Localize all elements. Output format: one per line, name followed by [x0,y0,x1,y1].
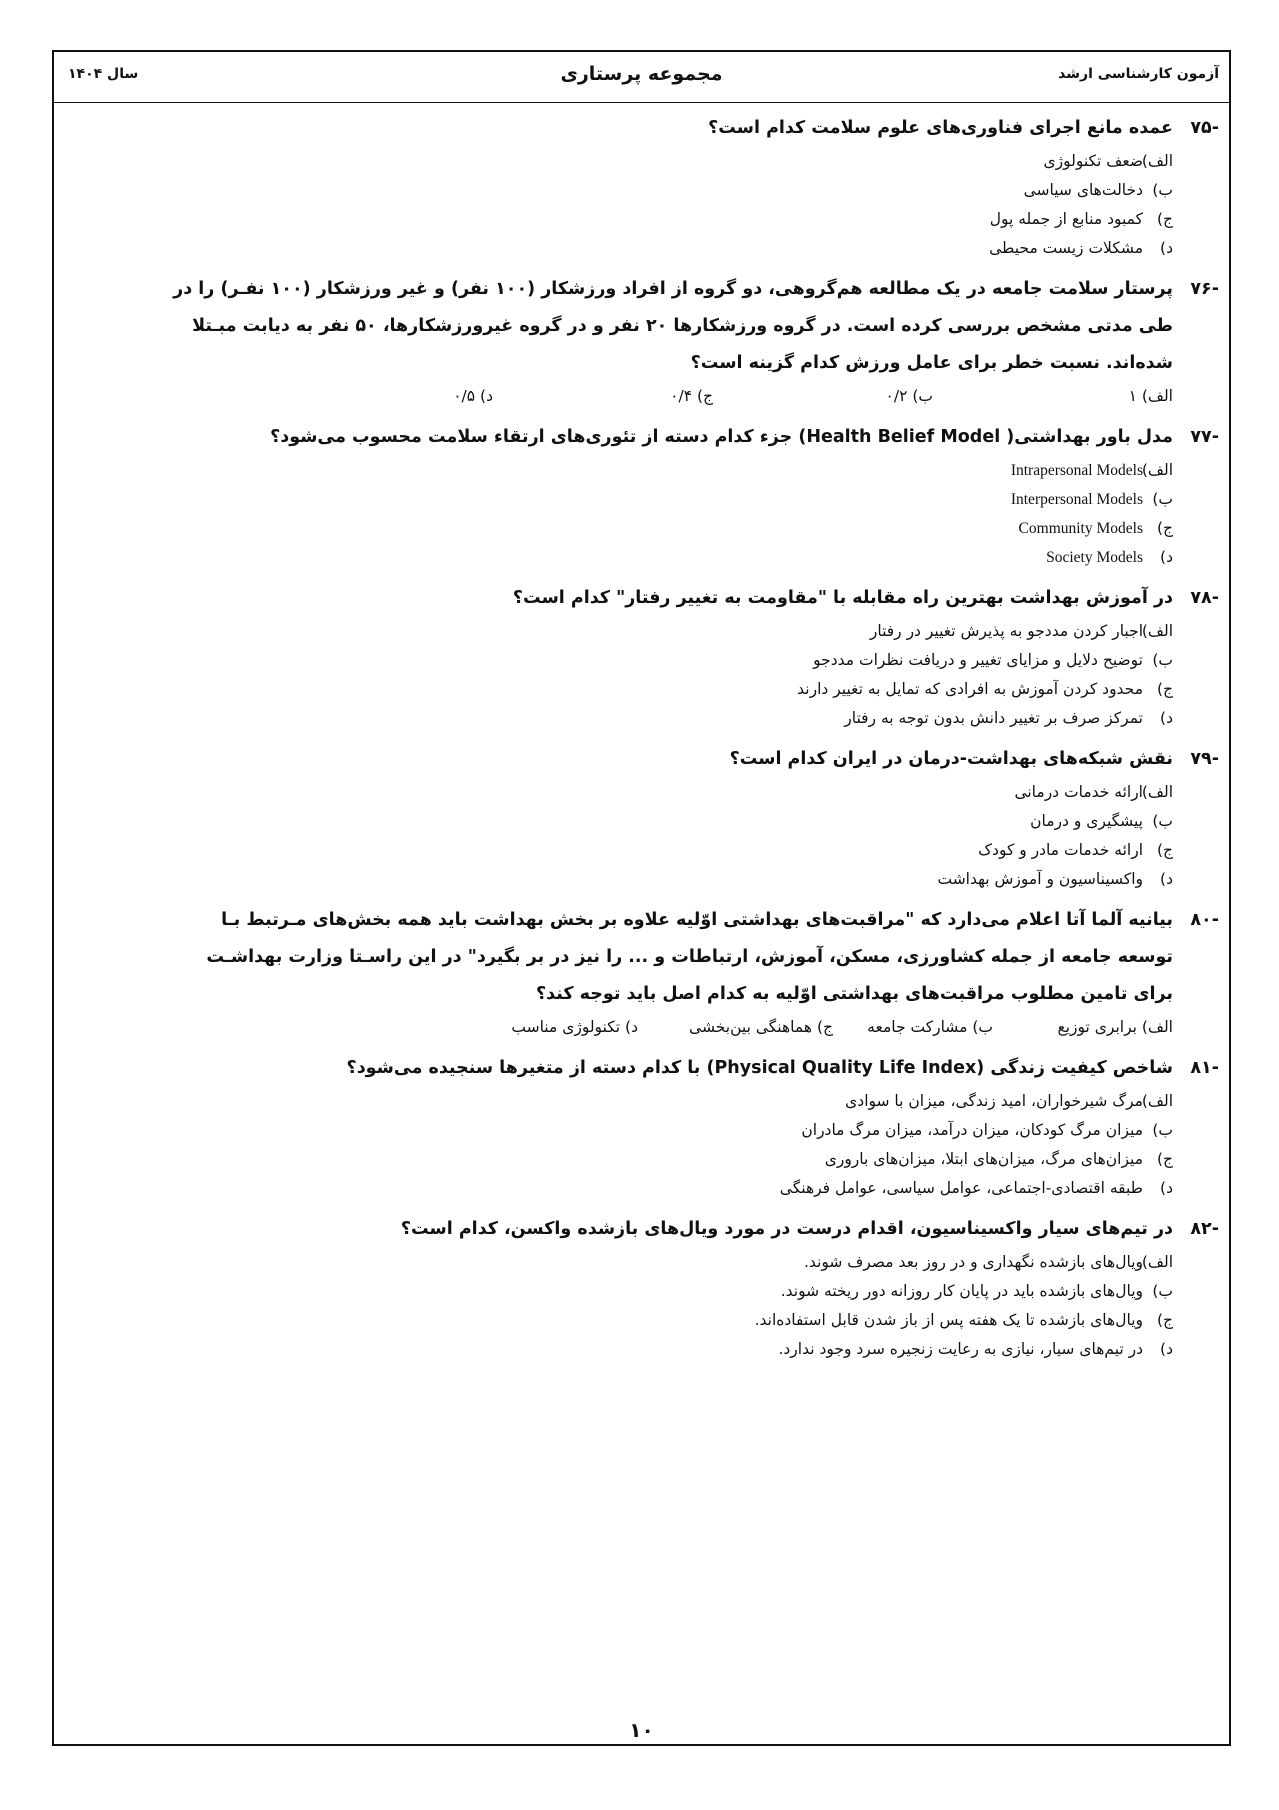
question-text: بیانیه آلما آتا اعلام می‌دارد که "مراقبت‌های بهداشتی اوّلیه علاوه بر بخش بهداشت باید همه بخش‌های مـرتبط بـا [221,910,1173,930]
booklet-title: مجموعه پرستاری [560,63,723,85]
question-text: شده‌اند. نسبت خطر برای عامل ورزش کدام گزینه است؟ [690,353,1173,373]
option: د) در تیم‌های سیار، نیازی به رعایت زنجیره سرد وجود ندارد. [778,1340,1173,1358]
option: ب) Interpersonal Models [1010,490,1173,508]
option: ج) میزان‌های مرگ، میزان‌های ابتلا، میزان‌های باروری [824,1150,1173,1168]
option: ج) ارائه خدمات مادر و کودک [978,841,1173,859]
question-77 [68,419,1219,572]
option: د) ۰/۵ [453,387,493,405]
question-79 [68,741,1219,894]
question-81 [68,1050,1219,1203]
question-number: -۷۵ [1190,118,1219,138]
question-text: عمده مانع اجرای فناوری‌های علوم سلامت کدام است؟ [708,118,1173,138]
question-text: برای تامین مطلوب مراقبت‌های بهداشتی اوّلیه به کدام اصل باید توجه کند؟ [535,984,1173,1004]
option: ج) ۰/۴ [670,387,713,405]
question-text: شاخص کیفیت زندگی (Physical Quality Life Index) با کدام دسته از متغیرها سنجیده می‌شود؟ [346,1058,1173,1078]
question-number: -۸۲ [1190,1219,1219,1239]
question-text: طی مدتی مشخص بررسی کرده است. در گروه ورزشکارها ۲۰ نفر و در گروه غیرورزشکارها، ۵۰ نفر به دیابت مبـتلا [192,316,1173,336]
option: الف) Intrapersonal Models [1010,461,1173,479]
options-row [68,1013,1219,1042]
question-text: در آموزش بهداشت بهترین راه مقابله با "مقاومت به تغییر رفتار" کدام است؟ [512,588,1173,608]
questions-list [68,110,1219,1372]
exam-title: آزمون کارشناسی ارشد [1058,66,1219,82]
option: الف) ضعف تکنولوژی [1043,152,1173,170]
page-number-wrap [54,1718,1229,1742]
option: د) تمرکز صرف بر تغییر دانش بدون توجه به رفتار [844,709,1173,727]
option: د) Society Models [1046,548,1173,566]
question-text: پرستار سلامت جامعه در یک مطالعه هم‌گروهی، دو گروه از افراد ورزشکار (۱۰۰ نفر) و غیر ورزشکار (۱۰۰ نفـر) را در [173,279,1173,299]
question-76 [68,271,1219,411]
question-text: مدل باور بهداشتی( Health Belief Model) جزء کدام دسته از تئوری‌های ارتقاء سلامت محسوب می‌شود؟ [270,427,1173,447]
option: ب) مشارکت جامعه [867,1018,993,1036]
question-number: -۸۱ [1190,1058,1219,1078]
question-78 [68,580,1219,733]
option: الف) برابری توزیع [1057,1018,1173,1036]
option: د) تکنولوژی مناسب [511,1018,638,1036]
question-number: -۸۰ [1190,910,1219,930]
option: ج) هماهنگی بین‌بخشی [689,1018,833,1036]
question-number: -۷۶ [1190,279,1219,299]
question-75 [68,110,1219,263]
option: الف) ۱ [1128,387,1173,405]
option: ج) ویال‌های بازشده تا یک هفته پس از باز شدن قابل استفاده‌اند. [754,1311,1173,1329]
options-row [68,382,1219,411]
question-number: -۷۸ [1190,588,1219,608]
option: ب) میزان مرگ کودکان، میزان درآمد، میزان مرگ مادران [801,1121,1173,1139]
option: ج) کمبود منابع از جمله پول [989,210,1173,228]
option: ب) دخالت‌های سیاسی [1023,181,1173,199]
page-header [54,52,1229,103]
option: ج) Community Models [1018,519,1173,537]
option: الف) اجبار کردن مددجو به پذیرش تغییر در رفتار [869,622,1173,640]
option: الف) ویال‌های بازشده نگهداری و در روز بعد مصرف شوند. [803,1253,1173,1271]
option: ب) پیشگیری و درمان [1030,812,1173,830]
page-number: ۱۰ [611,1718,671,1742]
question-number: -۷۹ [1190,749,1219,769]
page-frame [52,50,1231,1746]
question-text: نقش شبکه‌های بهداشت-درمان در ایران کدام است؟ [729,749,1173,769]
option: د) واکسیناسیون و آموزش بهداشت [937,870,1173,888]
question-80 [68,902,1219,1042]
option: ب) توضیح دلایل و مزایای تغییر و دریافت نظرات مددجو [813,651,1173,669]
option: الف) مرگ شیرخواران، امید زندگی، میزان با سوادی [845,1092,1173,1110]
question-number: -۷۷ [1190,427,1219,447]
exam-year: سال ۱۴۰۴ [68,66,139,82]
question-82 [68,1211,1219,1364]
option: ج) محدود کردن آموزش به افرادی که تمایل به تغییر دارند [797,680,1173,698]
option: د) مشکلات زیست محیطی [989,239,1173,257]
question-text: توسعه جامعه از جمله کشاورزی، مسکن، آموزش، ارتباطات و ... را نیز در بر بگیرد" در این راسـتا وزارت بهداشـت [206,947,1173,967]
option: ب) ۰/۲ [885,387,933,405]
option: ب) ویال‌های بازشده باید در پایان کار روزانه دور ریخته شوند. [780,1282,1173,1300]
option: الف) ارائه خدمات درمانی [1014,783,1173,801]
question-text: در تیم‌های سیار واکسیناسیون، اقدام درست در مورد ویال‌های بازشده واکسن، کدام است؟ [400,1219,1173,1239]
option: د) طبقه اقتصادی-اجتماعی، عوامل سیاسی، عوامل فرهنگی [779,1179,1173,1197]
